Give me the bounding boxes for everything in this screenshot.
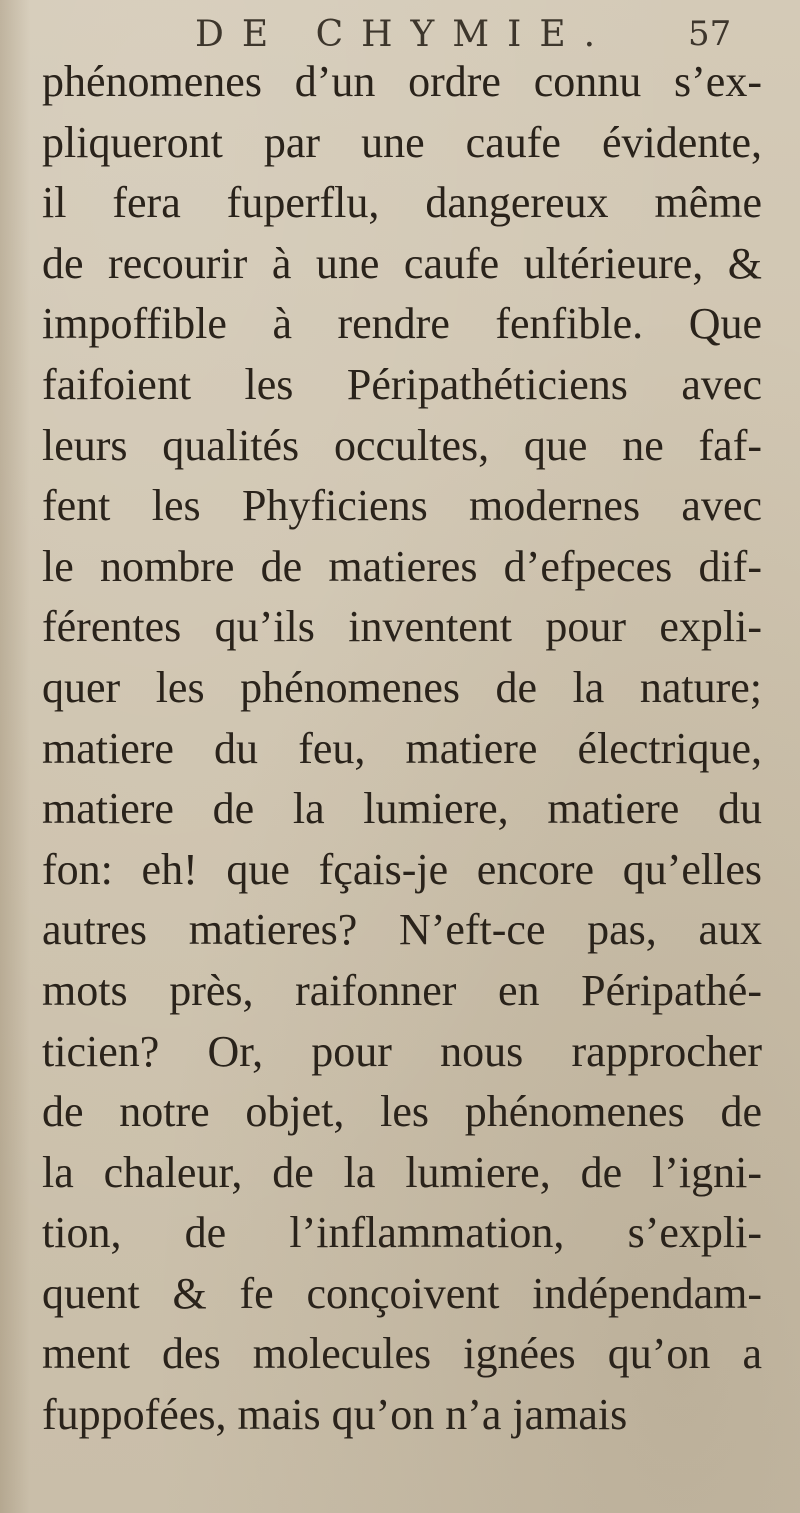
- text-line: pliqueront par une caufe évidente,: [42, 117, 762, 167]
- text-line: faifoient les Péripathéticiens avec: [42, 359, 762, 409]
- text-line: tion, de l’inflammation, s’expli-: [42, 1208, 762, 1258]
- body-text: [42, 52, 762, 1446]
- text-line: autres matieres? N’eft-ce pas, aux: [42, 905, 762, 955]
- text-line: ticien? Or, pour nous rapprocher: [42, 1026, 762, 1076]
- text-line: mots près, raifonner en Péripathé-: [42, 965, 762, 1015]
- page-number: 57: [688, 14, 732, 54]
- text-line: fuppofées, mais qu’on n’a jamais: [42, 1390, 628, 1440]
- text-line: matiere du feu, matiere électrique,: [42, 723, 762, 773]
- text-line: ment des molecules ignées qu’on a: [42, 1329, 762, 1379]
- text-line: la chaleur, de la lumiere, de l’igni-: [42, 1147, 762, 1197]
- text-line: impoffible à rendre fenfible. Que: [42, 299, 762, 349]
- text-line: quent & fe conçoivent indépendam-: [42, 1268, 762, 1318]
- text-line: leurs qualités occultes, que ne faf-: [42, 420, 762, 470]
- text-line: de notre objet, les phénomenes de: [42, 1087, 762, 1137]
- text-line: de recourir à une caufe ultérieure, &: [42, 238, 762, 288]
- text-line: il fera fuperflu, dangereux même: [42, 178, 762, 228]
- text-line: phénomenes d’un ordre connu s’ex-: [42, 57, 762, 106]
- text-line: fent les Phyficiens modernes avec: [42, 481, 762, 531]
- text-line: fon: eh! que fçais-je encore qu’elles: [42, 844, 762, 894]
- text-line: quer les phénomenes de la nature;: [42, 662, 762, 712]
- text-line: le nombre de matieres d’efpeces dif-: [42, 541, 762, 591]
- text-line: matiere de la lumiere, matiere du: [42, 784, 762, 834]
- running-head-title: DE CHYMIE.: [195, 14, 614, 55]
- text-line: férentes qu’ils inventent pour expli-: [42, 602, 762, 652]
- running-head: [0, 8, 800, 58]
